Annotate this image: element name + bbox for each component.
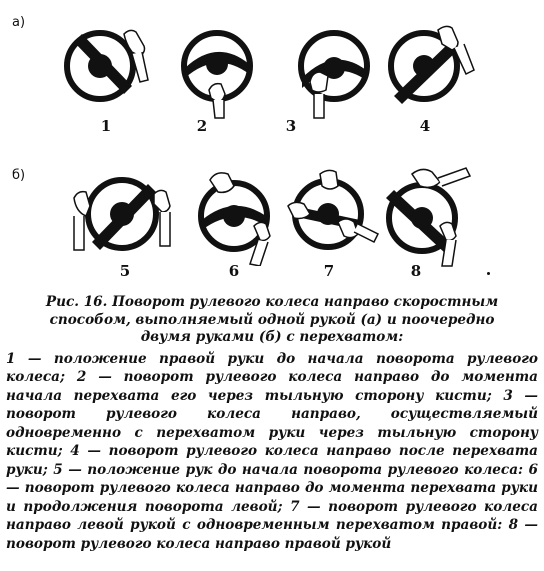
wheel-4 (380, 18, 480, 110)
caption-title (6, 294, 538, 347)
label-1: 1 (100, 117, 112, 135)
wheel-2 (175, 20, 265, 120)
wheel-5 (70, 168, 174, 264)
wheel-3 (290, 20, 380, 120)
label-5: 5 (119, 262, 131, 280)
label-2: 2 (196, 117, 208, 135)
row-label-a: а) (12, 15, 26, 30)
label-7: 7 (323, 262, 335, 280)
caption-title-line-2: способом, выполняемый одной рукой (а) и поочередно (49, 311, 495, 328)
ink-dot (487, 272, 490, 275)
figure-caption (6, 294, 538, 553)
label-3: 3 (285, 117, 297, 135)
label-8: 8 (410, 262, 422, 280)
wheel-1 (60, 20, 150, 110)
label-6: 6 (228, 262, 240, 280)
label-4: 4 (419, 117, 431, 135)
wheel-6 (196, 166, 280, 266)
row-label-b: б) (12, 168, 26, 183)
wheel-8 (378, 164, 482, 268)
caption-title-line-3: двумя руками (б) с перехватом: (140, 329, 404, 345)
caption-body: 1 — положение правой руки до начала поворота рулевого колеса; 2 — поворот рулевого колеса направо до момента начала перехвата его через тыльную сторону кисти; 3 — поворот рулевого колеса направо, осуществляемый одновременно с перехватом руки через тыльную сторону кисти; 4 — поворот рулевого колеса направо после перехвата руки; 5 — положение рук до начала поворота рулевого колеса: 6 — поворот рулевого колеса направо до момента перехвата руки и продолжения поворота левой; 7 — поворот рулевого колеса направо левой рукой с одновременным перехватом правой: 8 — поворот рулевого колеса направо правой рукой (6, 350, 538, 552)
caption-title-line-1: Рис. 16. Поворот рулевого колеса направо скоростным (45, 294, 499, 310)
wheel-7 (284, 166, 384, 262)
